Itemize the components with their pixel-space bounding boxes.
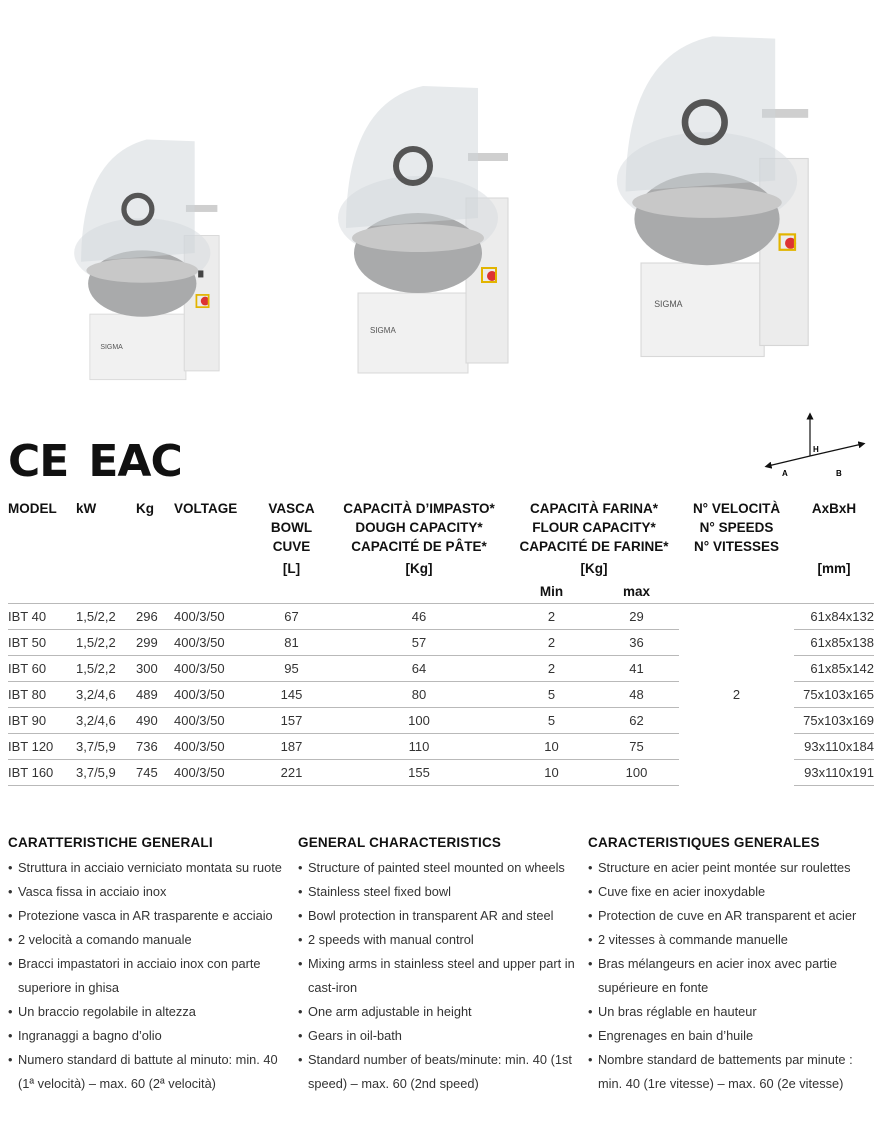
cell-min: 2 xyxy=(509,630,594,656)
features-english xyxy=(298,835,588,1096)
mixer-image-medium xyxy=(322,78,534,378)
cell-model: IBT 120 xyxy=(8,734,76,760)
cell-min: 2 xyxy=(509,656,594,682)
header-voltage: VOLTAGE xyxy=(174,501,238,516)
cell-dough: 46 xyxy=(329,604,509,630)
cell-size: 75x103x165 xyxy=(794,682,874,708)
list-item: • Un bras réglable en hauteur xyxy=(588,1000,868,1024)
cell-min: 2 xyxy=(509,604,594,630)
cell-max: 41 xyxy=(594,656,679,682)
list-item: • 2 vitesses à commande manuelle xyxy=(588,928,868,952)
cell-kg: 745 xyxy=(136,760,174,786)
features-title: GENERAL CHARACTERISTICS xyxy=(298,835,502,850)
list-item: • Nombre standard de battements par minute : min. 40 (1re vitesse) – max. 60 (2e vitesse) xyxy=(588,1048,868,1096)
features-title: CARATTERISTICHE GENERALI xyxy=(8,835,213,850)
table-row xyxy=(8,604,874,630)
features-italian xyxy=(8,835,298,1096)
list-item: • Bracci impastatori in acciaio inox con parte superiore in ghisa xyxy=(8,952,288,1000)
cell-max: 29 xyxy=(594,604,679,630)
list-item: • 2 speeds with manual control xyxy=(298,928,578,952)
cell-size: 61x85x138 xyxy=(794,630,874,656)
list-item: • Un braccio regolabile in altezza xyxy=(8,1000,288,1024)
list-item: • Gears in oil-bath xyxy=(298,1024,578,1048)
features-list xyxy=(8,856,288,1096)
header-model: MODEL xyxy=(8,501,57,516)
cell-speeds: 2 xyxy=(732,687,741,703)
cell-kw: 1,5/2,2 xyxy=(76,604,136,630)
list-item: • 2 velocità a comando manuale xyxy=(8,928,288,952)
cell-bowl: 187 xyxy=(254,734,329,760)
header-kw: kW xyxy=(76,501,97,516)
cell-max: 48 xyxy=(594,682,679,708)
axis-a-label: A xyxy=(782,469,788,478)
unit-size: [mm] xyxy=(817,561,851,576)
header-flour-max: max xyxy=(594,579,679,604)
spec-table xyxy=(8,497,874,786)
svg-text:SIGMA: SIGMA xyxy=(654,299,683,309)
unit-flour: [Kg] xyxy=(580,561,608,576)
cell-voltage: 400/3/50 xyxy=(174,760,254,786)
cell-kg: 489 xyxy=(136,682,174,708)
cell-voltage: 400/3/50 xyxy=(174,682,254,708)
list-item: • Stainless steel fixed bowl xyxy=(298,880,578,904)
features-list xyxy=(298,856,578,1096)
list-item: • Structure of painted steel mounted on wheels xyxy=(298,856,578,880)
cell-model: IBT 60 xyxy=(8,656,76,682)
cell-max: 62 xyxy=(594,708,679,734)
header-dough-capacity: CAPACITÀ D’IMPASTO* DOUGH CAPACITY* CAPACITÉ DE PÂTE* xyxy=(343,501,495,554)
cell-kg: 490 xyxy=(136,708,174,734)
unit-dough: [Kg] xyxy=(405,561,433,576)
cell-min: 5 xyxy=(509,682,594,708)
axis-b-label: B xyxy=(836,469,842,478)
spiral-mixer-illustration xyxy=(322,78,534,378)
cell-size: 75x103x169 xyxy=(794,708,874,734)
list-item: • Mixing arms in stainless steel and upper part in cast-iron xyxy=(298,952,578,1000)
cell-model: IBT 80 xyxy=(8,682,76,708)
axis-h-label: H xyxy=(813,445,819,454)
cell-voltage: 400/3/50 xyxy=(174,734,254,760)
cell-voltage: 400/3/50 xyxy=(174,630,254,656)
cell-size: 93x110x184 xyxy=(794,734,874,760)
header-size: AxBxH xyxy=(811,501,857,516)
list-item: • Numero standard di battute al minuto: min. 40 (1ª velocità) – max. 60 (2ª velocità) xyxy=(8,1048,288,1096)
list-item: • Protection de cuve en AR transparent et acier xyxy=(588,904,868,928)
cell-kw: 3,7/5,9 xyxy=(76,734,136,760)
list-item: • Vasca fissa in acciaio inox xyxy=(8,880,288,904)
cell-bowl: 145 xyxy=(254,682,329,708)
ce-mark: CE xyxy=(8,436,69,487)
cell-voltage: 400/3/50 xyxy=(174,604,254,630)
list-item: • Protezione vasca in AR trasparente e acciaio xyxy=(8,904,288,928)
cell-dough: 110 xyxy=(329,734,509,760)
header-flour-capacity: CAPACITÀ FARINA* FLOUR CAPACITY* CAPACITÉ DE FARINE* xyxy=(519,501,669,554)
mixer-image-small xyxy=(62,122,240,384)
list-item: • One arm adjustable in height xyxy=(298,1000,578,1024)
cell-kg: 296 xyxy=(136,604,174,630)
cell-model: IBT 40 xyxy=(8,604,76,630)
list-item: • Ingranaggi a bagno d’olio xyxy=(8,1024,288,1048)
cell-dough: 100 xyxy=(329,708,509,734)
cell-dough: 57 xyxy=(329,630,509,656)
mixer-image-large xyxy=(600,32,836,362)
cell-dough: 80 xyxy=(329,682,509,708)
cell-bowl: 221 xyxy=(254,760,329,786)
cell-size: 61x85x142 xyxy=(794,656,874,682)
general-characteristics xyxy=(8,835,878,1096)
header-speeds: N° VELOCITÀ N° SPEEDS N° VITESSES xyxy=(692,501,781,554)
cell-model: IBT 90 xyxy=(8,708,76,734)
header-bowl: VASCA BOWL CUVE xyxy=(268,501,315,554)
header-flour-min: Min xyxy=(509,579,594,604)
cell-bowl: 67 xyxy=(254,604,329,630)
list-item: • Struttura in acciaio verniciato montata su ruote xyxy=(8,856,288,880)
cell-kw: 3,2/4,6 xyxy=(76,682,136,708)
svg-text:SIGMA: SIGMA xyxy=(100,344,123,352)
cell-kg: 299 xyxy=(136,630,174,656)
certification-marks xyxy=(8,436,182,487)
cell-kw: 1,5/2,2 xyxy=(76,630,136,656)
spiral-mixer-illustration xyxy=(62,122,240,384)
cell-kg: 300 xyxy=(136,656,174,682)
list-item: • Bras mélangeurs en acier inox avec partie supérieure en fonte xyxy=(588,952,868,1000)
cell-kw: 3,2/4,6 xyxy=(76,708,136,734)
spiral-mixer-illustration xyxy=(600,32,836,362)
cell-model: IBT 50 xyxy=(8,630,76,656)
cell-model: IBT 160 xyxy=(8,760,76,786)
cell-voltage: 400/3/50 xyxy=(174,708,254,734)
list-item: • Structure en acier peint montée sur roulettes xyxy=(588,856,868,880)
cell-min: 10 xyxy=(509,760,594,786)
cell-kg: 736 xyxy=(136,734,174,760)
cell-max: 36 xyxy=(594,630,679,656)
list-item: • Engrenages en bain d’huile xyxy=(588,1024,868,1048)
features-french xyxy=(588,835,878,1096)
cell-min: 10 xyxy=(509,734,594,760)
list-item: • Bowl protection in transparent AR and steel xyxy=(298,904,578,928)
cell-size: 93x110x191 xyxy=(794,760,874,786)
cell-dough: 64 xyxy=(329,656,509,682)
list-item: • Standard number of beats/minute: min. 40 (1st speed) – max. 60 (2nd speed) xyxy=(298,1048,578,1096)
cell-dough: 155 xyxy=(329,760,509,786)
cell-kw: 3,7/5,9 xyxy=(76,760,136,786)
features-list xyxy=(588,856,868,1096)
list-item: • Cuve fixe en acier inoxydable xyxy=(588,880,868,904)
cell-min: 5 xyxy=(509,708,594,734)
features-title: CARACTERISTIQUES GENERALES xyxy=(588,835,820,850)
cell-size: 61x84x132 xyxy=(794,604,874,630)
header-kg: Kg xyxy=(136,501,154,516)
cell-max: 75 xyxy=(594,734,679,760)
unit-bowl: [L] xyxy=(282,561,301,576)
dimension-axes-diagram xyxy=(758,408,870,486)
svg-text:SIGMA: SIGMA xyxy=(370,326,396,335)
cell-max: 100 xyxy=(594,760,679,786)
cell-bowl: 157 xyxy=(254,708,329,734)
cell-kw: 1,5/2,2 xyxy=(76,656,136,682)
cell-bowl: 95 xyxy=(254,656,329,682)
cell-bowl: 81 xyxy=(254,630,329,656)
eac-mark: EAC xyxy=(88,436,182,487)
cell-voltage: 400/3/50 xyxy=(174,656,254,682)
